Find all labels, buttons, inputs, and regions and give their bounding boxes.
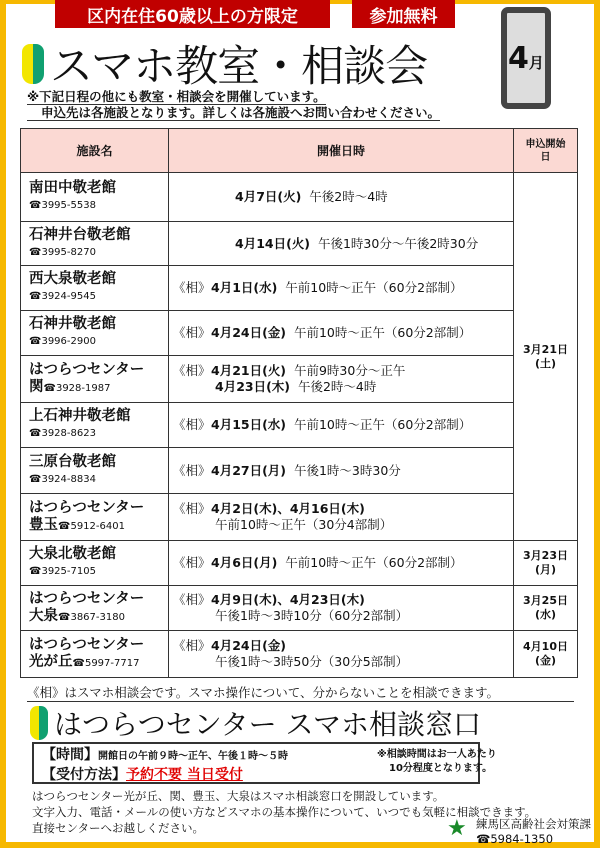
schedule-cell bbox=[169, 541, 514, 586]
schedule-cell bbox=[169, 631, 514, 678]
time: 午前10時～正午（30分4部制） bbox=[215, 517, 393, 532]
time: 午前10時～正午（60分2部制） bbox=[293, 325, 472, 340]
time: 午後1時～3時50分（30分5部制） bbox=[215, 654, 409, 669]
schedule-cell bbox=[169, 494, 514, 541]
consult-mark: 《相》 bbox=[173, 363, 211, 378]
eligibility-banner: 区内在住60歳以上の方限定 bbox=[55, 0, 330, 28]
date: 4月27日(月) bbox=[211, 462, 287, 478]
phone-number: ☎3928-8623 bbox=[29, 428, 96, 439]
time-value: 開館日の午前９時～正午、午後１時～５時 bbox=[98, 751, 288, 762]
facility-cell: 石神井敬老館 ☎3996-2900 bbox=[21, 311, 169, 356]
header-start: 申込開始日 bbox=[514, 129, 578, 173]
time: 午後1時～3時10分（60分2部制） bbox=[215, 608, 409, 623]
table-row bbox=[21, 222, 578, 266]
date: 4月24日(金) bbox=[211, 325, 287, 340]
table-row bbox=[21, 173, 578, 222]
schedule-table bbox=[20, 128, 578, 678]
header-datetime: 開催日時 bbox=[169, 129, 514, 173]
date: 4月15日(水) bbox=[211, 417, 287, 432]
table-row bbox=[21, 448, 578, 494]
body-3: 直接センターへお越しください。 bbox=[32, 821, 205, 835]
time: 午前10時～正午（60分2部制） bbox=[285, 555, 463, 570]
schedule-cell bbox=[169, 173, 514, 222]
schedule-cell bbox=[169, 266, 514, 311]
schedule-cell bbox=[169, 403, 514, 448]
month-unit: 月 bbox=[528, 53, 544, 72]
method-value: 予約不要 当日受付 bbox=[126, 767, 243, 783]
page-title bbox=[22, 33, 427, 94]
window-title-text: はつらつセンター スマホ相談窓口 bbox=[54, 708, 481, 741]
date: 4月1日(水) bbox=[211, 280, 278, 295]
date: 4月9日(木)、4月23日(木) bbox=[211, 592, 365, 607]
facility-cell: はつらつセンター 大泉☎3867-3180 bbox=[21, 586, 169, 631]
phone-number: ☎3925-7105 bbox=[29, 566, 96, 577]
phone-number: ☎3924-8834 bbox=[29, 473, 96, 485]
date: 4月2日(木)、4月16日(木) bbox=[211, 501, 365, 516]
org-name: 練馬区高齢社会対策課 bbox=[476, 817, 591, 831]
table-row bbox=[21, 494, 578, 541]
month-number: 4 bbox=[508, 40, 529, 76]
start-date-cell: 4月10日 (金) bbox=[514, 631, 578, 678]
consult-mark: 《相》 bbox=[173, 638, 211, 653]
smartphone-icon bbox=[501, 7, 551, 109]
facility-cell: 南田中敬老館 ☎3995-5538 bbox=[21, 173, 169, 222]
nerima-logo-icon: ★ bbox=[447, 816, 467, 841]
facility-cell: はつらつセンター 関☎3928-1987 bbox=[21, 356, 169, 403]
date: 4月7日(火) bbox=[235, 189, 302, 204]
method-label: 【受付方法】 bbox=[42, 767, 126, 783]
phone-number: ☎3995-8270 bbox=[29, 246, 96, 258]
facility-cell: 大泉北敬老館 ☎3925-7105 bbox=[21, 541, 169, 586]
consult-mark: 《相》 bbox=[173, 501, 211, 516]
organization bbox=[476, 817, 591, 847]
date: 4月21日(火) bbox=[211, 363, 287, 378]
consult-mark: 《相》 bbox=[173, 280, 211, 295]
time: 午前9時30分～正午 bbox=[293, 363, 406, 378]
schedule-cell bbox=[169, 311, 514, 356]
phone-number: ☎3867-3180 bbox=[58, 611, 125, 623]
time: 午後2時～4時 bbox=[309, 189, 388, 204]
time-label: 【時間】 bbox=[42, 747, 98, 763]
consult-mark: 《相》 bbox=[173, 417, 211, 432]
phone-number: ☎5997-7717 bbox=[72, 657, 140, 669]
schedule-cell bbox=[169, 448, 514, 494]
window-title bbox=[30, 703, 481, 743]
beginner-mark-icon bbox=[22, 44, 44, 84]
table-row bbox=[21, 586, 578, 631]
date: 4月14日(火) bbox=[235, 235, 311, 251]
consult-note-1: ※相談時間はお一人あたり bbox=[377, 749, 497, 760]
date: 4月6日(月) bbox=[211, 555, 278, 570]
body-1: はつらつセンター光が丘、関、豊玉、大泉はスマホ相談窓口を開設しています。 bbox=[32, 789, 445, 803]
phone-number: ☎3924-9545 bbox=[29, 291, 96, 302]
facility-cell: はつらつセンター 光が丘☎5997-7717 bbox=[21, 631, 169, 678]
start-date-cell: 3月21日 (土) bbox=[514, 173, 578, 541]
phone-number: ☎3995-5538 bbox=[29, 200, 96, 211]
facility-cell: 石神井台敬老館 ☎3995-8270 bbox=[21, 222, 169, 266]
schedule-cell bbox=[169, 586, 514, 631]
phone-number: ☎3928-1987 bbox=[43, 382, 111, 394]
consult-mark: 《相》 bbox=[173, 592, 211, 607]
consult-note-2: 10分程度となります。 bbox=[389, 763, 493, 774]
footnote: 《相》はスマホ相談会です。スマホ操作について、分からないことを相談できます。 bbox=[27, 683, 574, 702]
table-row bbox=[21, 631, 578, 678]
consult-mark: 《相》 bbox=[173, 555, 211, 570]
table-row bbox=[21, 541, 578, 586]
consult-mark: 《相》 bbox=[173, 462, 211, 478]
consult-note bbox=[377, 748, 497, 776]
start-date-cell: 3月25日 (水) bbox=[514, 586, 578, 631]
facility-cell: 西大泉敬老館 ☎3924-9545 bbox=[21, 266, 169, 311]
facility-cell: 三原台敬老館 ☎3924-8834 bbox=[21, 448, 169, 494]
table-row bbox=[21, 403, 578, 448]
org-tel: ☎5984-1350 bbox=[476, 832, 554, 846]
table-row bbox=[21, 311, 578, 356]
header-facility: 施設名 bbox=[21, 129, 169, 173]
date: 4月23日(木) bbox=[215, 379, 291, 394]
facility-cell: 上石神井敬老館 ☎3928-8623 bbox=[21, 403, 169, 448]
time: 午後2時～4時 bbox=[297, 379, 377, 394]
table-row bbox=[21, 266, 578, 311]
note-2: 申込先は各施設となります。詳しくは各施設へお問い合わせください。 bbox=[27, 105, 440, 121]
phone-number: ☎5912-6401 bbox=[58, 520, 125, 532]
schedule-cell bbox=[169, 222, 514, 266]
time: 午前10時～正午（60分2部制） bbox=[285, 280, 463, 295]
note-1: ※下記日程の他にも教室・相談会を開催しています。 bbox=[27, 89, 326, 104]
consult-mark: 《相》 bbox=[173, 325, 211, 340]
facility-cell: はつらつセンター 豊玉☎5912-6401 bbox=[21, 494, 169, 541]
phone-number: ☎3996-2900 bbox=[29, 336, 96, 347]
free-banner: 参加無料 bbox=[352, 0, 455, 28]
beginner-mark-icon bbox=[30, 706, 48, 740]
notes bbox=[27, 89, 440, 121]
table-row bbox=[21, 356, 578, 403]
title-text: スマホ教室・相談会 bbox=[50, 42, 428, 92]
time: 午後1時30分～午後2時30分 bbox=[317, 235, 479, 251]
time: 午後1時～3時30分 bbox=[293, 462, 401, 478]
time: 午前10時～正午（60分2部制） bbox=[293, 417, 472, 432]
start-date-cell: 3月23日 (月) bbox=[514, 541, 578, 586]
schedule-cell bbox=[169, 356, 514, 403]
body-2: 文字入力、電話・メールの使い方などスマホの基本操作について、いつでも気軽に相談できます。 bbox=[32, 805, 537, 819]
date: 4月24日(金) bbox=[211, 638, 287, 653]
